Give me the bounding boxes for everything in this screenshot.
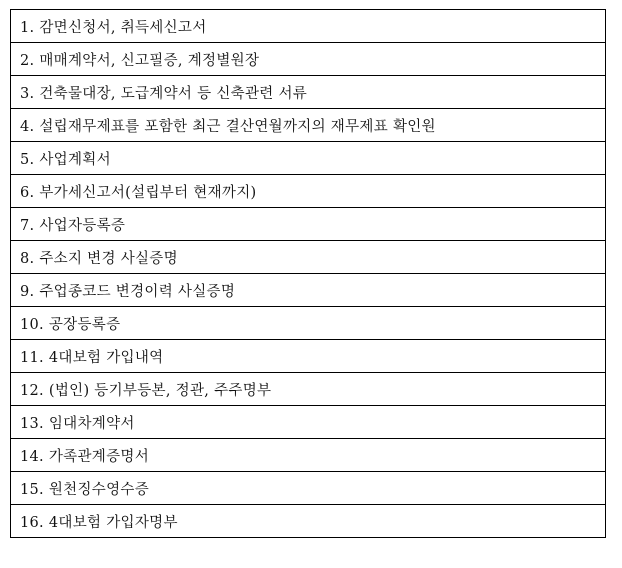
list-item: 1. 감면신청서, 취득세신고서 bbox=[11, 10, 606, 43]
list-item: 3. 건축물대장, 도급계약서 등 신축관련 서류 bbox=[11, 76, 606, 109]
list-item: 8. 주소지 변경 사실증명 bbox=[11, 241, 606, 274]
list-item: 2. 매매계약서, 신고필증, 계정별원장 bbox=[11, 43, 606, 76]
list-item: 14. 가족관계증명서 bbox=[11, 439, 606, 472]
table-row bbox=[11, 76, 606, 109]
table-row bbox=[11, 373, 606, 406]
table-row bbox=[11, 472, 606, 505]
table-row bbox=[11, 175, 606, 208]
list-item: 9. 주업종코드 변경이력 사실증명 bbox=[11, 274, 606, 307]
list-item: 7. 사업자등록증 bbox=[11, 208, 606, 241]
table-row bbox=[11, 505, 606, 538]
list-item: 10. 공장등록증 bbox=[11, 307, 606, 340]
table-row bbox=[11, 307, 606, 340]
table-row bbox=[11, 43, 606, 76]
document-list-table bbox=[10, 9, 606, 538]
list-item: 11. 4대보험 가입내역 bbox=[11, 340, 606, 373]
table-row bbox=[11, 109, 606, 142]
table-row bbox=[11, 208, 606, 241]
list-item: 4. 설립재무제표를 포함한 최근 결산연월까지의 재무제표 확인원 bbox=[11, 109, 606, 142]
table-row bbox=[11, 10, 606, 43]
table-row bbox=[11, 439, 606, 472]
list-item: 16. 4대보험 가입자명부 bbox=[11, 505, 606, 538]
table-row bbox=[11, 241, 606, 274]
list-item: 12. (법인) 등기부등본, 정관, 주주명부 bbox=[11, 373, 606, 406]
list-item: 6. 부가세신고서(설립부터 현재까지) bbox=[11, 175, 606, 208]
table-row bbox=[11, 274, 606, 307]
table-row bbox=[11, 340, 606, 373]
table-row bbox=[11, 142, 606, 175]
list-item: 15. 원천징수영수증 bbox=[11, 472, 606, 505]
table-row bbox=[11, 406, 606, 439]
list-item: 5. 사업계획서 bbox=[11, 142, 606, 175]
list-item: 13. 임대차계약서 bbox=[11, 406, 606, 439]
